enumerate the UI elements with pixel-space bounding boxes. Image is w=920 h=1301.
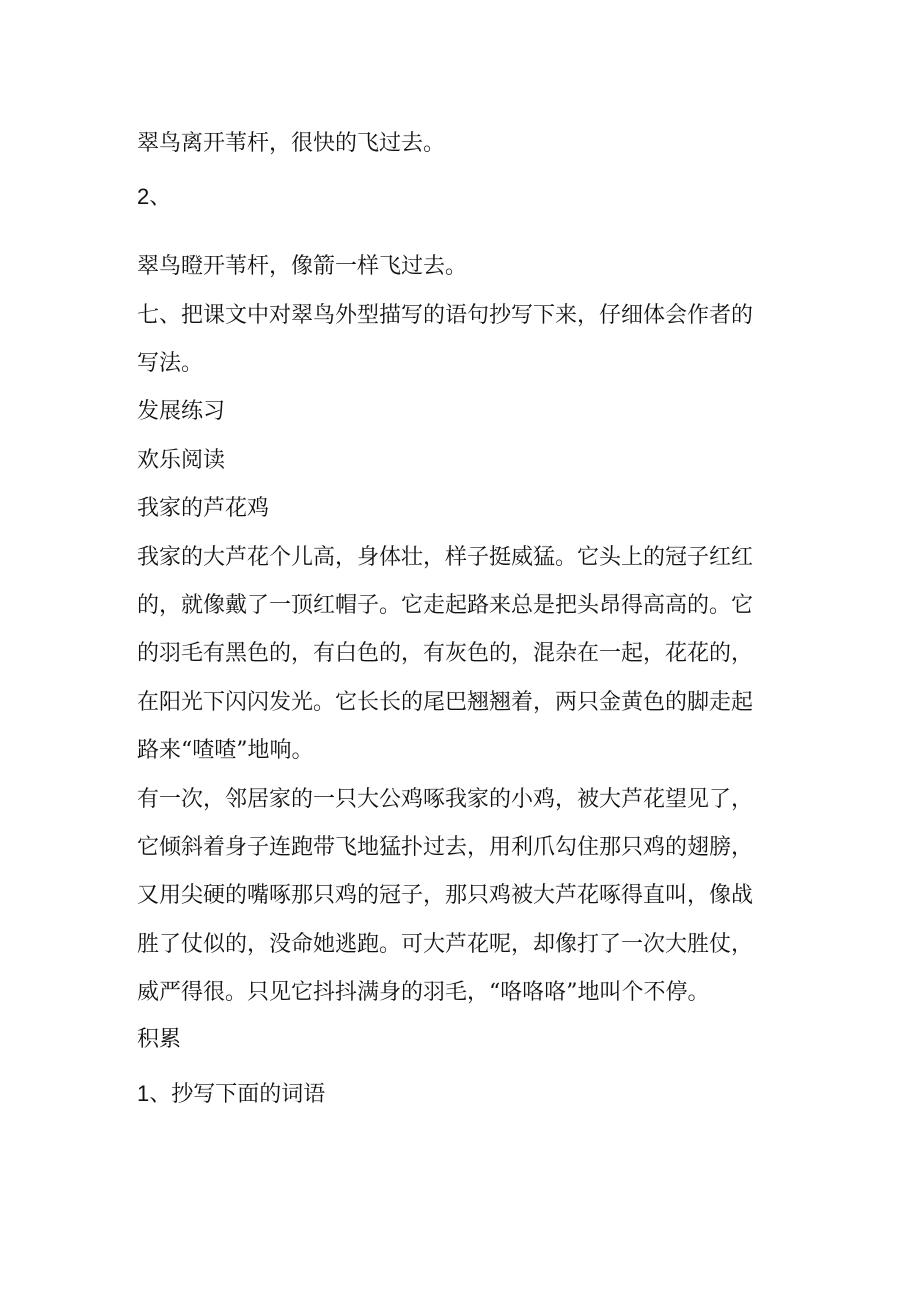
passage-line: 在阳光下闪闪发光。它长长的尾巴翘翘着，两只金黄色的脚走起 [137, 690, 754, 715]
question-line: 七、把课文中对翠鸟外型描写的语句抄写下来，仔细体会作者的 [137, 303, 754, 328]
passage-line: 的，就像戴了一顶红帽子。它走起路来总是把头昂得高高的。它 [137, 593, 754, 618]
passage-line: 的羽毛有黑色的，有白色的，有灰色的，混杂在一起，花花的， [137, 641, 754, 666]
text-line: 翠鸟瞪开苇杆，像箭一样飞过去。 [137, 254, 468, 279]
passage-line: 我家的大芦花个儿高，身体壮，样子挺威猛。它头上的冠子红红 [137, 545, 754, 570]
section-heading: 欢乐阅读 [137, 448, 226, 473]
question-line: 写法。 [137, 351, 204, 376]
passage-line: 威严得很。只见它抖抖满身的羽毛，“咯咯咯”地叫个不停。 [137, 980, 710, 1005]
text-line: 翠鸟离开苇杆，很快的飞过去。 [137, 131, 446, 156]
passage-line: 路来“喳喳”地响。 [137, 738, 314, 763]
passage-line: 胜了仗似的，没命她逃跑。可大芦花呢，却像打了一次大胜仗， [137, 932, 754, 957]
exercise-line: 1、抄写下面的词语 [137, 1081, 326, 1106]
passage-line: 它倾斜着身子连跑带飞地猛扑过去，用利爪勾住那只鸡的翅膀， [137, 835, 754, 860]
passage-line: 又用尖硬的嘴啄那只鸡的冠子，那只鸡被大芦花啄得直叫，像战 [137, 883, 754, 908]
section-heading: 积累 [137, 1027, 182, 1052]
item-number: 2、 [137, 184, 172, 209]
passage-line: 有一次，邻居家的一只大公鸡啄我家的小鸡，被大芦花望见了， [137, 787, 754, 812]
passage-title: 我家的芦花鸡 [137, 496, 270, 521]
section-heading: 发展练习 [137, 399, 226, 424]
